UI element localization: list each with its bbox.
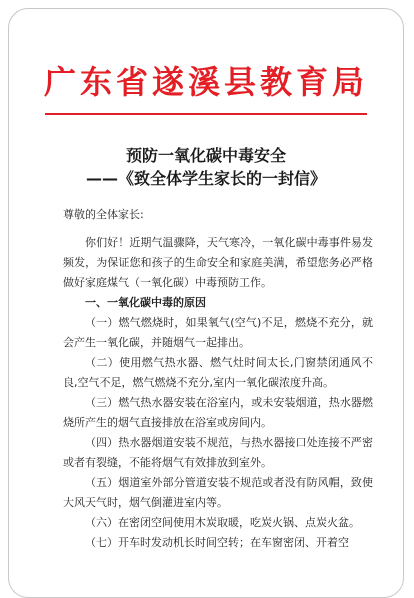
document-title: 预防一氧化碳中毒安全	[125, 146, 286, 165]
letter-body	[63, 205, 373, 553]
cause-item: （七）开车时发动机长时间空转；在车窗密闭、开着空	[85, 536, 349, 549]
cause-item: （四）热水器烟道安装不规范，与热水器接口处连接不严密或者有裂缝，不能将烟气有效排放到室外。	[63, 436, 373, 469]
intro-paragraph: 你们好！近期气温骤降，天气寒冷，一氧化碳中毒事件易发频发，为保证您和孩子的生命安全和家庭美满，希望您务必严格做好家庭煤气（一氧化碳）中毒预防工作。	[63, 236, 373, 289]
salutation: 尊敬的全体家长:	[63, 208, 144, 221]
cause-item: （五）烟道室外部分管道安装不规范或者没有防风帽，致使大风天气时，烟气倒灌进室内等。	[63, 476, 373, 509]
document-subtitle: ——《致全体学生家长的一封信》	[85, 169, 326, 188]
cause-item: （三）燃气热水器安装在浴室内，或未安装烟道，热水器燃烧所产生的烟气直接排放在浴室或房间内。	[63, 396, 373, 429]
masthead: 广东省遂溪县教育局	[43, 63, 368, 101]
letter-page	[8, 8, 404, 598]
cause-item: （一）燃气燃烧时，如果氧气(空气)不足，燃烧不充分，就会产生一氧化碳，并随烟气一起排出。	[63, 316, 373, 349]
section-heading: 一、一氧化碳中毒的原因	[85, 296, 206, 309]
cause-item: （六）在密闭空间使用木炭取暖，吃炭火锅、点炭火盆。	[85, 516, 360, 529]
masthead-rule	[45, 113, 367, 115]
cause-item: （二）使用燃气热水器、燃气灶时间太长,门窗禁闭通风不良,空气不足，燃气燃烧不充分,室内一氧化碳浓度升高。	[63, 356, 373, 389]
